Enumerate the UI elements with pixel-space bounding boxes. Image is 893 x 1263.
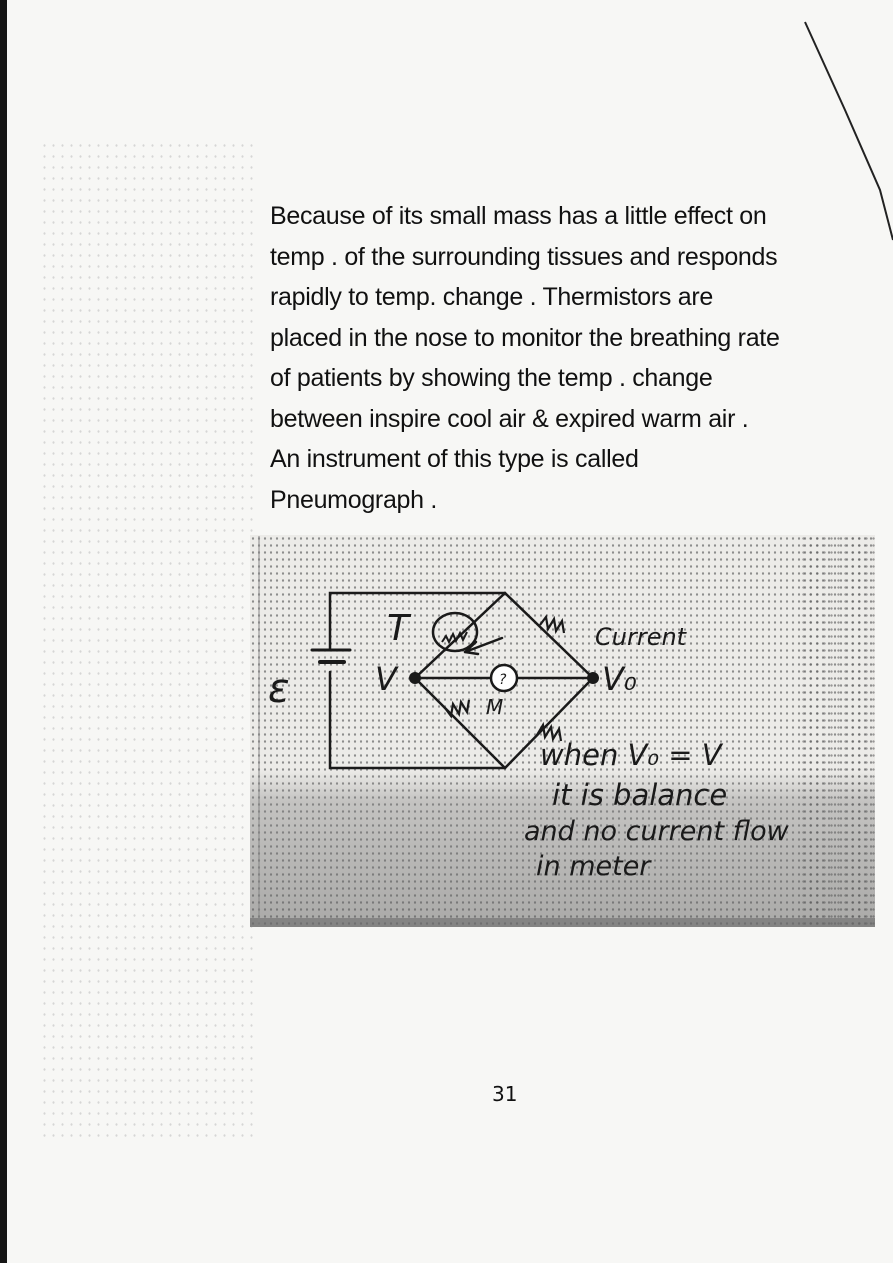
paragraph-line: temp . of the surrounding tissues and responds: [270, 242, 778, 271]
paragraph-line: rapidly to temp. change . Thermistors are: [270, 283, 713, 311]
paragraph-line: between inspire cool air & expired warm air .: [270, 404, 749, 433]
emf-label: ε: [268, 666, 290, 712]
node-left: [409, 672, 421, 684]
wheatstone-bridge-diagram: [250, 540, 875, 930]
note-line: when V₀ = V: [540, 738, 722, 772]
node-right-label: V₀: [602, 660, 637, 698]
svg-text:?: ?: [499, 672, 507, 688]
body-paragraph: [270, 196, 830, 520]
scan-noise: [40, 140, 255, 1140]
note-line: in meter: [536, 851, 651, 882]
thermistor-label: T: [387, 608, 409, 649]
paragraph-line: placed in the nose to monitor the breathing rate: [270, 323, 780, 352]
current-label: Current: [595, 623, 687, 651]
resistor-bottom-left: [445, 700, 469, 716]
meter-label: M: [486, 695, 504, 719]
paragraph-line: An instrument of this type is called: [270, 445, 639, 473]
note-line: it is balance: [552, 778, 728, 812]
paragraph-line: Because of its small mass has a little effect on: [270, 202, 767, 230]
node-right: [587, 672, 599, 684]
paragraph-line: Pneumograph .: [270, 485, 438, 514]
thermistor-symbol: [433, 613, 477, 651]
paragraph-line: of patients by showing the temp . change: [270, 364, 713, 392]
node-left-label: V: [375, 660, 397, 698]
page-number: 31: [492, 1082, 518, 1106]
meter-symbol: [491, 665, 517, 691]
note-line: and no current flow: [524, 816, 789, 847]
